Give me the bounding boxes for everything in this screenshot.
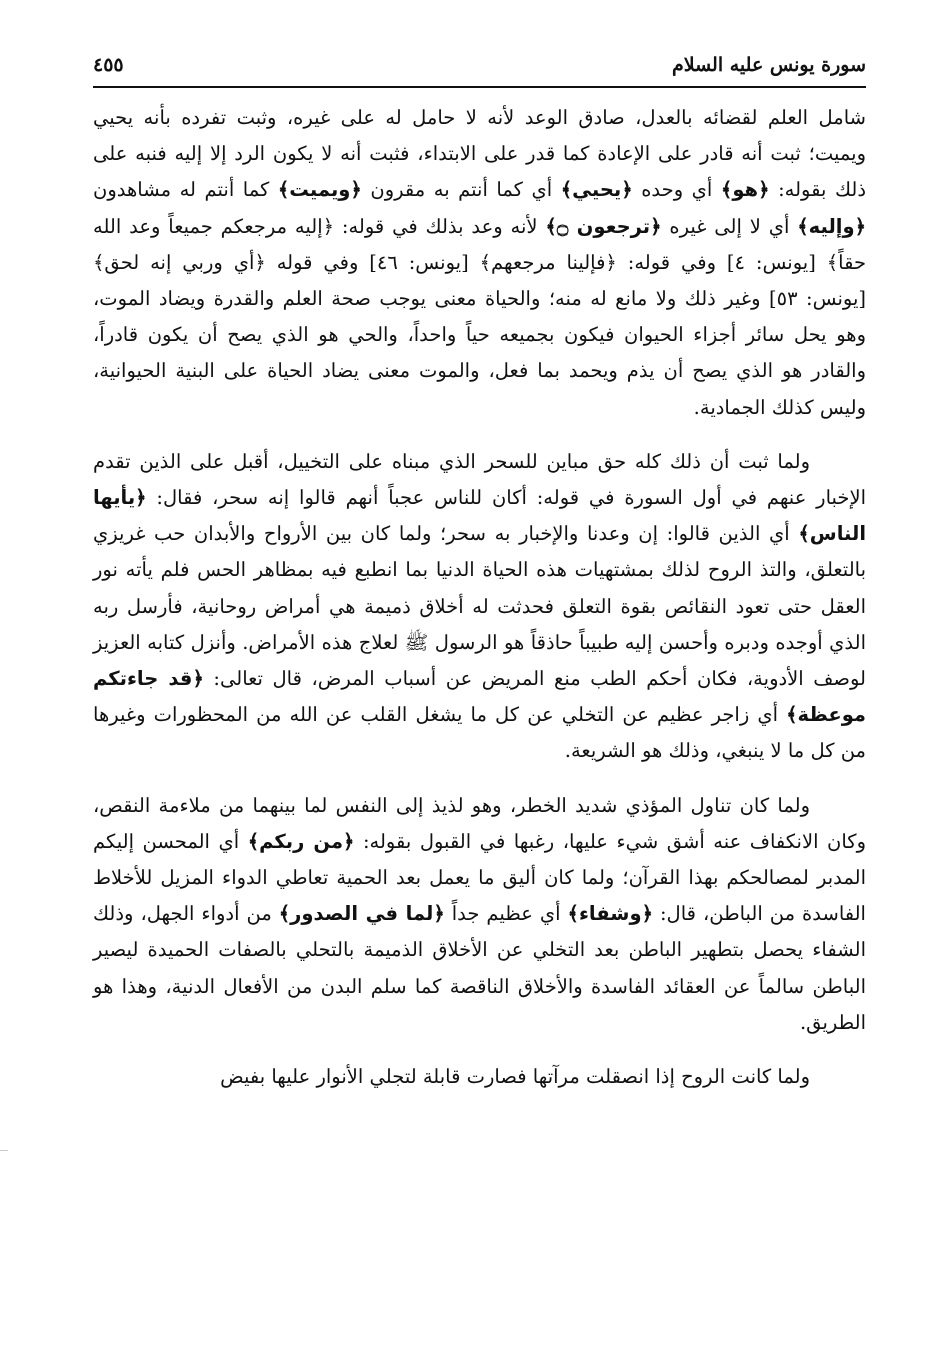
paragraph-gap <box>93 770 866 788</box>
text-segment: أي الذين قالوا: إن وعدنا والإخبار به سحر؛ ولما كان بين الأرواح والأبدان حب غريزي بالتعلق، والتذ الروح لذلك بمشتهيات هذه الحياة الدنيا بما انطبع فيه بمظاهر الحس فلم يأته نور العقل حتى تعود النقائص بقوة التعلق فحدثت له أخلاق ذميمة هي أمراض روحانية، فأرسل ربه الذي أوجده ودبره وأحسن إليه طبيباً حاذقاً هو الرسول ﷺ لعلاج هذه الأمراض. وأنزل كتابه العزيز لوصف الأدوية، فكان أحكم الطب منع المريض عن أسباب المرض، قال تعالى: <box>93 522 866 691</box>
text-segment: من أدواء الجهل، وذلك الشفاء يحصل بتطهير الباطن بعد التخلي عن الأخلاق الذميمة بالتحلي بالصفات الحميدة ليصير الباطن سالماً عن العقائد الفاسدة والأخلاق الناقصة كما سلم البدن من الأفعال الدنية، وهذا هو الطريق. <box>93 902 866 1034</box>
paragraph-4 <box>93 1059 866 1095</box>
text-segment: كما أنتم له مشاهدون <box>93 178 278 202</box>
page-header <box>93 50 866 88</box>
quran-quote: ﴿ويميت﴾ <box>277 178 362 202</box>
quran-quote: ﴿وإليه﴾ <box>797 214 866 238</box>
text-segment: أي المحسن إليكم المدبر لمصالحكم بهذا القرآن؛ ولما كان أليق ما يعمل بعد الحمية تعاطي الدواء المزيل للأخلاط الفاسدة من الباطن، قال: <box>93 829 866 926</box>
text-segment: أي عظيم جداً <box>444 902 568 926</box>
paragraph-1 <box>93 100 866 426</box>
text-segment: أي كما أنتم به مقرون <box>361 178 561 202</box>
text-segment: أي لا إلى غيره <box>661 214 798 238</box>
text-segment: لأنه وعد بذلك في قوله: ﴿إليه مرجعكم جميعاً وعد الله حقاً﴾ [يونس: ٤] وفي قوله: ﴿فإلينا مرجعهم﴾ [يونس: ٤٦] وفي قوله ﴿أي وربي إنه لحق﴾ [يونس: ٥٣] وغير ذلك ولا مانع له منه؛ والحياة معنى يوجب صحة العلم والقدرة ويضاد الموت، وهو يحل سائر أجزاء الحيوان فيكون بجميعه حياً واحداً، والحي هو الذي يصح أن يكون قادراً، والقادر هو الذي يصح أن يذم ويحمد بما فعل، والموت معنى يضاد الحياة على البنية الحيوانية، وليس كذلك الجمادية. <box>93 214 867 419</box>
quran-quote: ﴿من ربكم﴾ <box>247 829 355 853</box>
text-segment: ولما ثبت أن ذلك كله حق مباين للسحر الذي مبناه على التخييل، أقبل على الذين تقدم الإخبار عنهم في أول السورة في قوله: أكان للناس عجباً أنهم قالوا إنه سحر، فقال: <box>93 449 866 510</box>
text-segment: ولما كانت الروح إذا انصقلت مرآتها فصارت قابلة لتجلي الأنوار عليها بفيض <box>220 1065 810 1089</box>
paragraph-gap <box>93 1041 866 1059</box>
paragraph-2 <box>93 444 866 770</box>
scan-edge-mark <box>0 1150 8 1151</box>
paragraph-3 <box>93 788 866 1041</box>
paragraph-gap <box>93 426 866 444</box>
body-text <box>93 100 866 1095</box>
quran-quote: ﴿وشفاء﴾ <box>567 902 654 926</box>
text-segment: ولما كان تناول المؤذي شديد الخطر، وهو لذيذ إلى النفس لما بينهما من ملاءمة النقص، وكان الانكفاف عنه أشق شيء عليها، رغبها في القبول بقوله: <box>93 793 866 853</box>
text-segment: أي زاجر عظيم عن التخلي عن كل ما يشغل القلب عن الله من المحظورات وغيرها من كل ما لا ينبغي، وذلك هو الشريعة. <box>93 703 866 763</box>
text-segment: أي وحده <box>632 178 721 202</box>
quran-quote: ﴿لما في الصدور﴾ <box>278 902 445 926</box>
quran-quote: ﴿يأيها الناس﴾ <box>93 486 866 546</box>
text-segment: شامل العلم لقضائه بالعدل، صادق الوعد لأنه لا حامل له على غيره، وثبت تفرده بأنه يحيي ويميت؛ ثبت أنه قادر على الإعادة كما قدر على الابتداء، فثبت أنه لا يكون الرد إلا إليه فنبه على ذلك بقوله: <box>93 106 867 202</box>
chapter-title: سورة يونس عليه السلام <box>672 54 866 76</box>
page-number: ٤٥٥ <box>93 54 124 76</box>
quran-quote: ﴿قد جاءتكم موعظة﴾ <box>93 667 866 727</box>
quran-quote: ﴿يحيي﴾ <box>560 178 633 202</box>
quran-quote: ﴿هو﴾ <box>720 178 770 202</box>
quran-quote: ﴿ترجعون ۝﴾ <box>545 214 662 238</box>
